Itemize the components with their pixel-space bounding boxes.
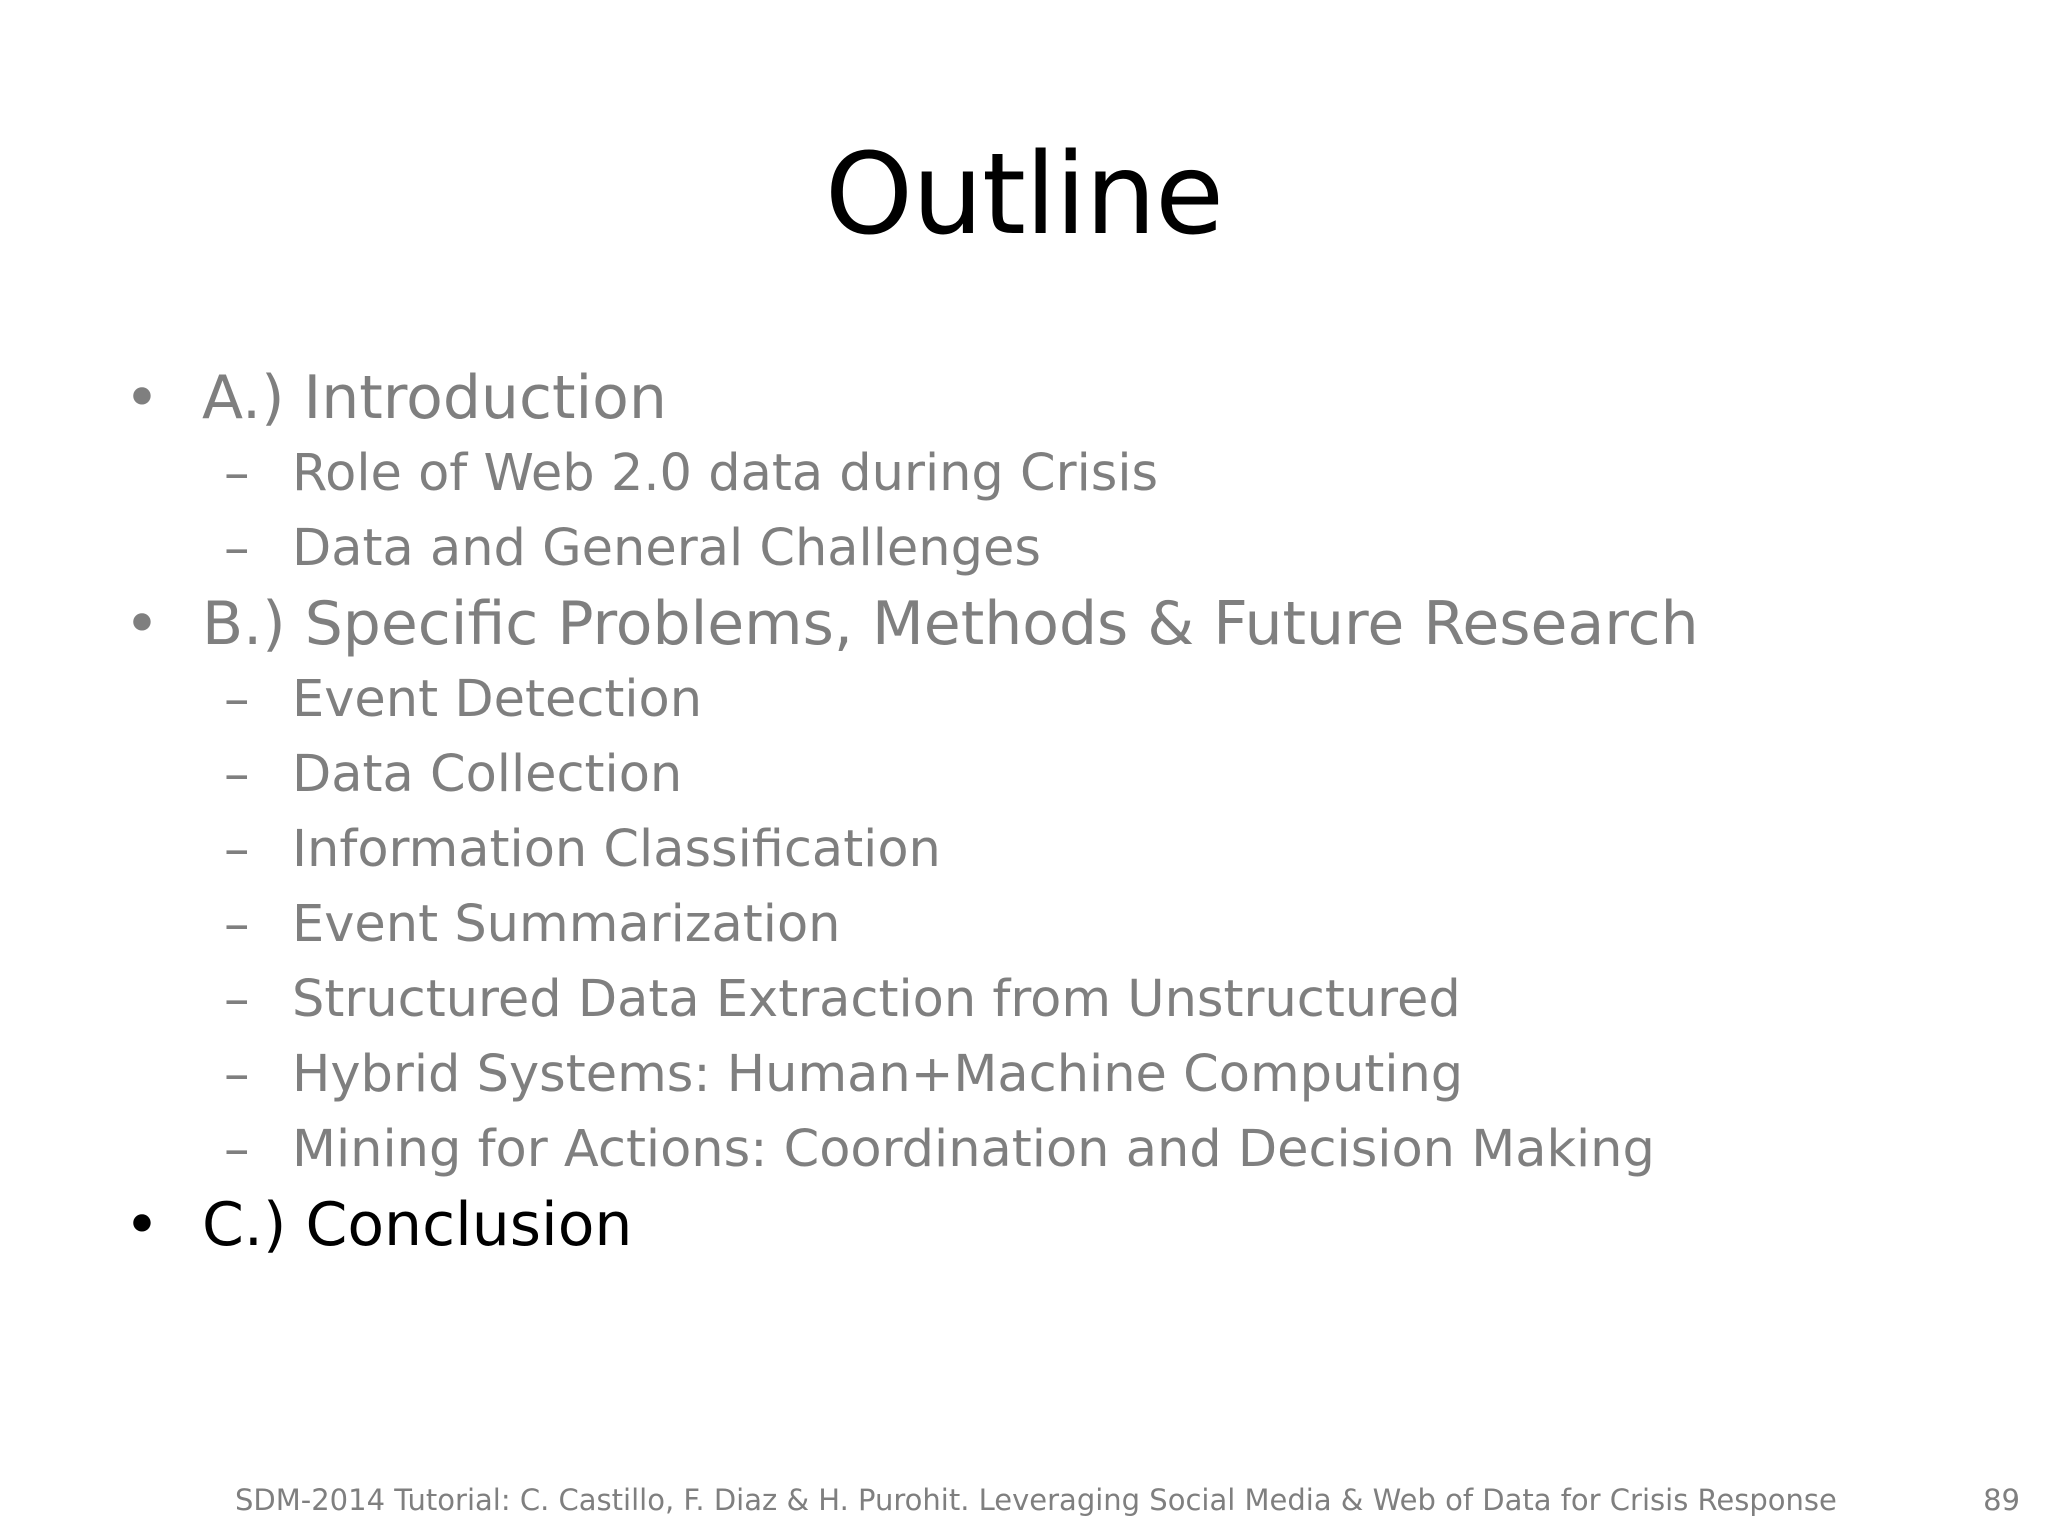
outline-section-c	[120, 1187, 1980, 1263]
outline-subitem	[120, 737, 1980, 812]
slide-title: Outline	[824, 130, 1224, 260]
outline-subitem	[120, 887, 1980, 962]
subitem-label: Mining for Actions: Coordination and Decision Making	[292, 1120, 1655, 1179]
page-number: 89	[1983, 1483, 2020, 1517]
dash-icon: –	[224, 745, 250, 804]
bullet-icon: •	[124, 363, 160, 433]
outline-list	[120, 360, 1980, 1263]
subitem-label: Information Classification	[292, 820, 941, 879]
slide-footer	[0, 1480, 2048, 1520]
outline-subitem	[120, 662, 1980, 737]
dash-icon: –	[224, 444, 250, 503]
subitem-label: Event Summarization	[292, 895, 841, 954]
outline-subitem	[120, 1037, 1980, 1112]
footer-credit: SDM-2014 Tutorial: C. Castillo, F. Diaz & H. Purohit. Leveraging Social Media & Web of Data for Crisis Response	[235, 1483, 1837, 1517]
dash-icon: –	[224, 519, 250, 578]
subitem-label: Structured Data Extraction from Unstructured	[292, 970, 1461, 1029]
outline-subitem	[120, 1112, 1980, 1187]
outline-subitem	[120, 812, 1980, 887]
dash-icon: –	[224, 895, 250, 954]
outline-section-b	[120, 586, 1980, 662]
dash-icon: –	[224, 1120, 250, 1179]
outline-subitem	[120, 511, 1980, 586]
section-label: C.) Conclusion	[202, 1190, 633, 1260]
dash-icon: –	[224, 1045, 250, 1104]
bullet-icon: •	[124, 1190, 160, 1260]
outline-section-a	[120, 360, 1980, 436]
outline-subitem	[120, 436, 1980, 511]
section-label: A.) Introduction	[202, 363, 667, 433]
dash-icon: –	[224, 820, 250, 879]
bullet-icon: •	[124, 589, 160, 659]
dash-icon: –	[224, 970, 250, 1029]
subitem-label: Event Detection	[292, 670, 703, 729]
subitem-label: Hybrid Systems: Human+Machine Computing	[292, 1045, 1464, 1104]
subitem-label: Role of Web 2.0 data during Crisis	[292, 444, 1159, 503]
dash-icon: –	[224, 670, 250, 729]
section-label: B.) Specific Problems, Methods & Future Research	[202, 589, 1699, 659]
subitem-label: Data Collection	[292, 745, 683, 804]
subitem-label: Data and General Challenges	[292, 519, 1041, 578]
outline-subitem	[120, 962, 1980, 1037]
